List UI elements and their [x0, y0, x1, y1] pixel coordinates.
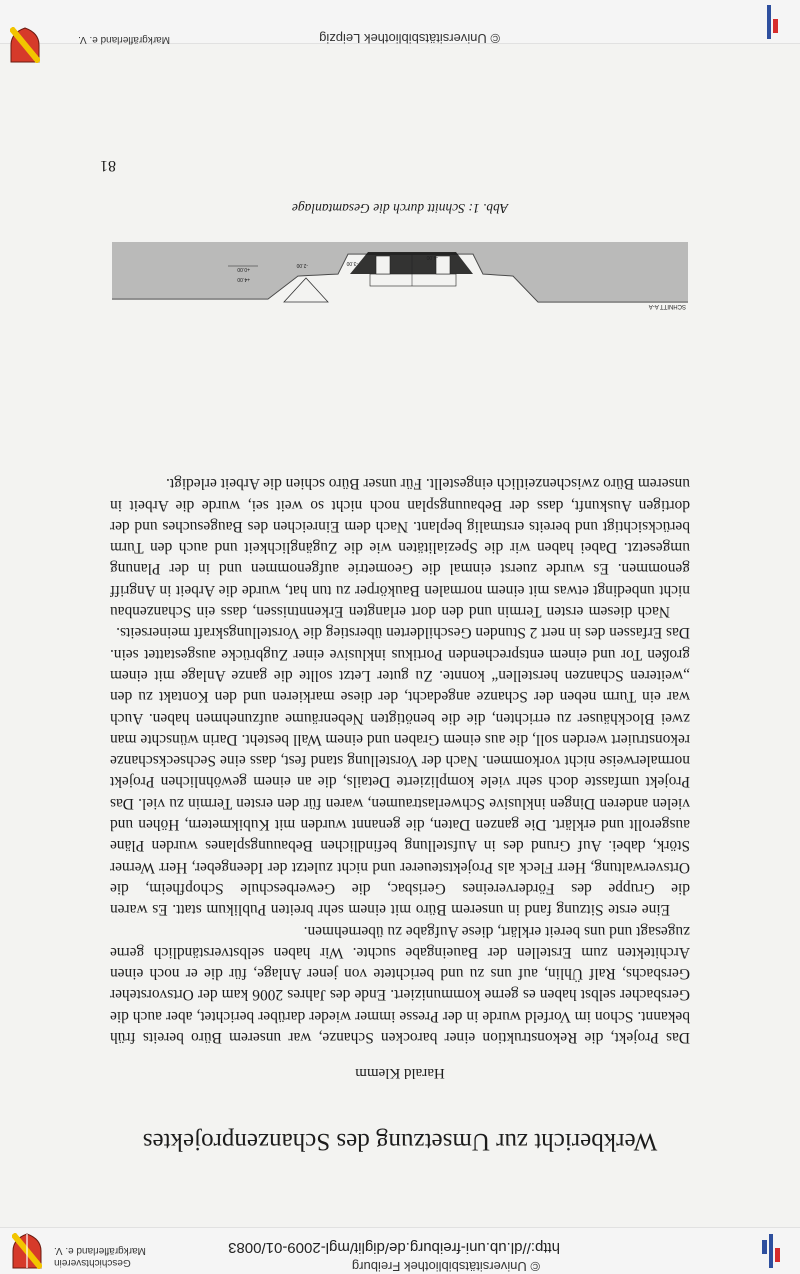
ub-logo-icon: [760, 1234, 782, 1268]
library-copyright: © Universitätsbibliothek Leipzig: [319, 31, 500, 46]
viewer-bottom-bar: [0, 0, 800, 44]
level-annotation: -4.00: [426, 254, 438, 260]
permalink-url[interactable]: http://dl.ub.uni-freiburg.de/diglit/mgl-2009-01/0083: [228, 1239, 560, 1256]
paragraph: Nach diesem ersten Termin und den dort erlangten Erkenntnissen, dass ein Schanzenbau nicht unbedingt etwas mit einem normalen Baukörper zu tun hat, wurde die Arbeit in Angriff genommen. Es wurde zuerst einmal die Geometrie aufgenommen und in der Planung umgesetzt. Dabei haben wir die Spezialitäten wie die Zugänglichkeit und auch den Turm berücksichtigt und bereits erstmalig beplant. Nach dem Einreichen des Baugesuches und der dortigen Auskunft, dass der Bebauungsplan noch nicht so weit sei, wurde die Arbeit in unserem Büro zwischenzeitlich eingestellt. Für unser Büro schien die Arbeit erledigt.: [110, 475, 690, 621]
level-annotation: -2.00: [296, 262, 308, 268]
figure-caption: Abb. 1: Schnitt durch die Gesamtanlage: [291, 201, 509, 216]
page-number: 81: [100, 157, 116, 174]
level-annotation: +0.00: [237, 266, 250, 272]
section-label: SCHNITT A-A: [648, 303, 686, 309]
society-crest-icon: [10, 27, 40, 63]
level-annotation: -3.00: [346, 260, 358, 266]
society-crest-icon: [12, 1233, 42, 1269]
society-name: Geschichtsverein Markgräflerland e. V.: [54, 1245, 146, 1268]
article-author: Harald Klemm: [355, 1065, 445, 1081]
article-body: [110, 473, 690, 1048]
paragraph: Das Projekt, die Rekonstruktion einer barocken Schanze, war unserem Büro bereits früh bekannt. Schon im Vorfeld wurde in der Presse immer wieder darüber berichtet, aber auch die Gersbacher selbst haben es gerne kommuniziert. Ende des Jahres 2006 kam der Ortsvorsteher Gersbachs, Ralf Ühlin, auf uns zu und berichtete von jener Anlage, für die er noch einen Architekten zum Erstellen der Baueingabe suchte. Wir haben selbstverständlich gerne zugesagt und uns bereit erklärt, diese Aufgabe zu übernehmen.: [110, 922, 690, 1046]
ub-logo-icon: [758, 5, 780, 39]
article-title: Werkbericht zur Umsetzung des Schanzenprojektes: [142, 1128, 658, 1155]
paragraph: Eine erste Sitzung fand in unserem Büro mit einem sehr breiten Publikum statt. Es waren die Gruppe des Fördervereines Gerisbac, die Gewerbeschule Schopfheim, die Ortsverwaltung, Herr Fleck als Projektsteuerer und nicht zuletzt der Ideengeber, Herr Werner Störk, dabei. Auf Grund des in Aufstellung befindlichen Bebauungsplanes wurden Pläne ausgerollt und erklärt. Die ganzen Daten, die genannt wurden mit Kubikmetern, Höhen und vielen anderen Dingen inklusive Schwerlastraumen, waren für den ersten Termin zu viel. Das Projekt umfasste doch sehr viele komplizierte Details, die an einem gewöhnlichen Projekt normalerweise nicht vorkommen. Nach der Vorstellung stand fest, dass eine Sechseckschanze rekonstruiert werden soll, die aus einem Graben und einem Wall besteht. Darin wünschte man zwei Blockhäuser zu errichten, die die benötigten Nebenräume aufzunehmen haben. Auch war ein Turm neben der Schanze angedacht, der diese markieren und den Kontakt zu den „weiteren Schanzen herstellen“ konnte. Zu guter Letzt sollte die ganze Anlage mit einem großen Tor und einem entsprechenden Portikus inklusive einer Zugbrücke ausgestattet sein. Das Erfassen des in nert 2 Stunden Geschilderten überstieg die Vorstellungskraft meinerseits.: [110, 624, 690, 919]
library-copyright: © Universitätsbibliothek Freiburg: [351, 1259, 540, 1274]
section-drawing: [112, 242, 688, 314]
society-name: Markgräflerland e. V.: [78, 34, 170, 45]
viewer-top-bar: [0, 1227, 800, 1274]
level-annotation: +4.00: [237, 276, 250, 282]
